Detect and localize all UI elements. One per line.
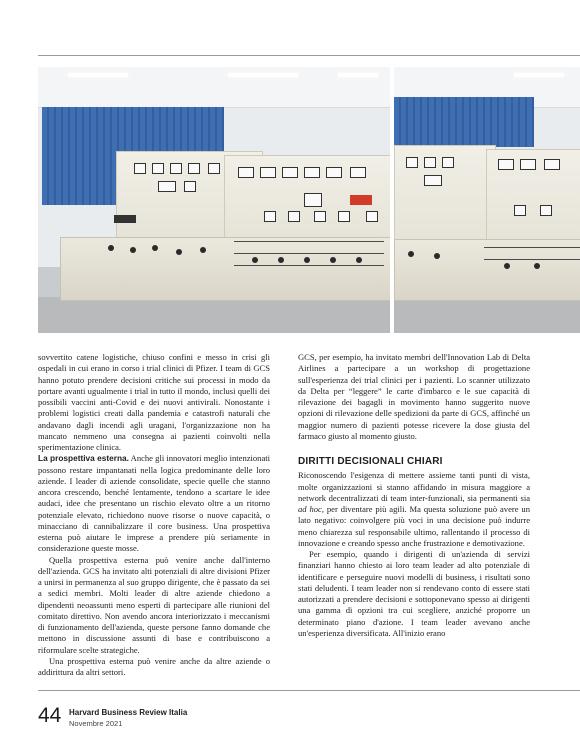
gauge	[304, 167, 320, 178]
mimic-line	[234, 253, 384, 254]
gauge	[544, 159, 560, 170]
gauge	[350, 167, 366, 178]
gauge	[288, 211, 300, 222]
gauge	[498, 159, 514, 170]
section-heading: DIRITTI DECISIONALI CHIARI	[298, 456, 443, 467]
floor	[38, 297, 390, 333]
switch-block	[114, 215, 136, 223]
mimic-line	[484, 259, 580, 260]
knob	[330, 257, 336, 263]
console-desk	[394, 239, 580, 301]
knob	[434, 253, 440, 259]
floor	[394, 297, 580, 333]
gauge	[540, 205, 552, 216]
window-blinds	[394, 97, 534, 147]
paragraph-text: Riconoscendo l'esigenza di mettere assieme tanti punti di vista, molte organizzazioni si stanno affidando in misura maggiore a network decentralizzati di team inter-funzionali, sia permanenti sia	[298, 470, 530, 503]
gauge	[424, 175, 442, 186]
knob	[152, 245, 158, 251]
paragraph-text: , per diventare più agili. Ma questa soluzione può avere un lato negativo: coinvolgere più voci in una decisione può indurre meno chiarezza sul responsabile ultimo, rallentando il processo di innovazione e creando spesso anche frustrazione e demotivazione.	[298, 504, 530, 548]
ceiling-light	[338, 73, 378, 77]
gauge	[304, 193, 322, 207]
body-paragraph: Una prospettiva esterna può venire anche da altre aziende o addirittura da altri settori.	[38, 655, 270, 677]
knob	[534, 263, 540, 269]
ceiling-light	[514, 73, 564, 77]
publication-name: Harvard Business Review Italia	[69, 708, 188, 717]
warning-sign	[350, 195, 372, 205]
knob	[408, 251, 414, 257]
mimic-line	[234, 241, 384, 242]
gauge	[442, 157, 454, 168]
mimic-line	[484, 247, 580, 248]
gauge	[366, 211, 378, 222]
top-rule	[38, 55, 580, 56]
gauge	[264, 211, 276, 222]
knob	[108, 245, 114, 251]
italic-text: ad hoc	[298, 504, 322, 514]
gauge	[158, 181, 176, 192]
knob	[504, 263, 510, 269]
body-paragraph	[38, 453, 270, 554]
gauge	[406, 157, 418, 168]
paragraph-text: Anche gli innovatori meglio intenzionati possono restare impantanati nella logica predominante delle loro aziende. I leader di aziende consolidate, specie quelle che stanno ancora crescendo, benché lentamente, tendono a scartare le idee audaci, idee che presentano un rischio elevato oltre a un ritorno potenziale elevato, richiedono nuove risorse o nuove capacità, o minacciano di cannibalizzare il core business. Una prospettiva esterna può aiutare le imprese a prendere più seriamente in considerazione queste mosse.	[38, 453, 270, 554]
gauge	[152, 163, 164, 174]
knob	[304, 257, 310, 263]
article-column-left	[38, 352, 270, 678]
gauge	[338, 211, 350, 222]
knob	[200, 247, 206, 253]
gauge	[282, 167, 298, 178]
gauge	[170, 163, 182, 174]
run-in-heading: La prospettiva esterna.	[38, 453, 129, 464]
ceiling-light	[68, 73, 128, 77]
body-paragraph	[298, 470, 530, 549]
gauge	[260, 167, 276, 178]
body-paragraph: GCS, per esempio, ha invitato membri dell'Innovation Lab di Delta Airlines a partecipare a un workshop di progettazione sull'esperienza dei trial clinici per i pazienti. Lo scanner utilizzato da Delta per “leggere” le carte d'imbarco e le sue capacità di rilevazione dei bagagli in movimento hanno suggerito nuove opzioni di rilevazione delle spedizioni da parte di GCS, affinché un maggior numero di pazienti potesse ricevere la dose giusta del farmaco giusto al momento giusto.	[298, 352, 530, 441]
gauge	[134, 163, 146, 174]
gauge	[184, 181, 196, 192]
knob	[278, 257, 284, 263]
mimic-line	[234, 265, 384, 266]
knob	[176, 249, 182, 255]
gauge	[208, 163, 220, 174]
control-room-photo-right	[394, 67, 580, 333]
knob	[130, 247, 136, 253]
gauge	[424, 157, 436, 168]
knob	[252, 257, 258, 263]
body-paragraph: sovvertito catene logistiche, chiuso confini e messo in crisi gli ospedali in cui erano in corso i trial clinici di Pfizer. I team di GCS hanno potuto prendere decisioni critiche sui processi in modo da portare avanti ugualmente i trial in tutto il mondo, inclusi quelli dei possibili vaccini anti-Covid e dei nuovi antivirali. Nonostante i problemi logistici creati dalla pandemia e catastrofi naturali che andavano dagli incendi agli uragani, l'organizzazione non ha mancato nemmeno una consegna ai pazienti coinvolti nella sperimentazione clinica.	[38, 352, 270, 452]
body-paragraph: Quella prospettiva esterna può venire anche dall'interno dell'azienda. GCS ha invitato alti potenziali di altre divisioni Pfizer a unirsi in permanenza al suo gruppo dirigente, che è passato da sei a sedici membri. Molti leader di altre aziende chiedono a dipendenti neoassunti meno esperti di partecipare alle riunioni del comitato direttivo. Non avendo ancora interiorizzato i meccanismi di funzionamento dell'azienda, queste persone fanno domande che mettono in discussione assunti di base e contribuiscono a riformulare scelte strategiche.	[38, 554, 270, 655]
body-paragraph: Per esempio, quando i dirigenti di un'azienda di servizi finanziari hanno chiesto ai loro team leader ad alto potenziale di identificare e perseguire nuovi modelli di business, i risultati sono stati deludenti. I team leader non si rendevano conto di essere stati autorizzati a prendere decisioni e sottoponevano spesso ai dirigenti una gamma di opzioni tra cui scegliere, anziché proporre un determinato piano d'azione. I team leader avevano anche un'esperienza diversificata. All'inizio erano	[298, 549, 530, 638]
gauge	[238, 167, 254, 178]
gauge	[326, 167, 342, 178]
knob	[356, 257, 362, 263]
gauge	[188, 163, 200, 174]
bottom-rule	[38, 690, 580, 691]
issue-date: Novembre 2021	[69, 719, 123, 728]
gauge	[520, 159, 536, 170]
gauge	[314, 211, 326, 222]
page-number: 44	[38, 704, 62, 727]
article-column-right	[298, 352, 530, 639]
control-room-photo-left	[38, 67, 390, 333]
ceiling-light	[228, 73, 298, 77]
gauge	[514, 205, 526, 216]
